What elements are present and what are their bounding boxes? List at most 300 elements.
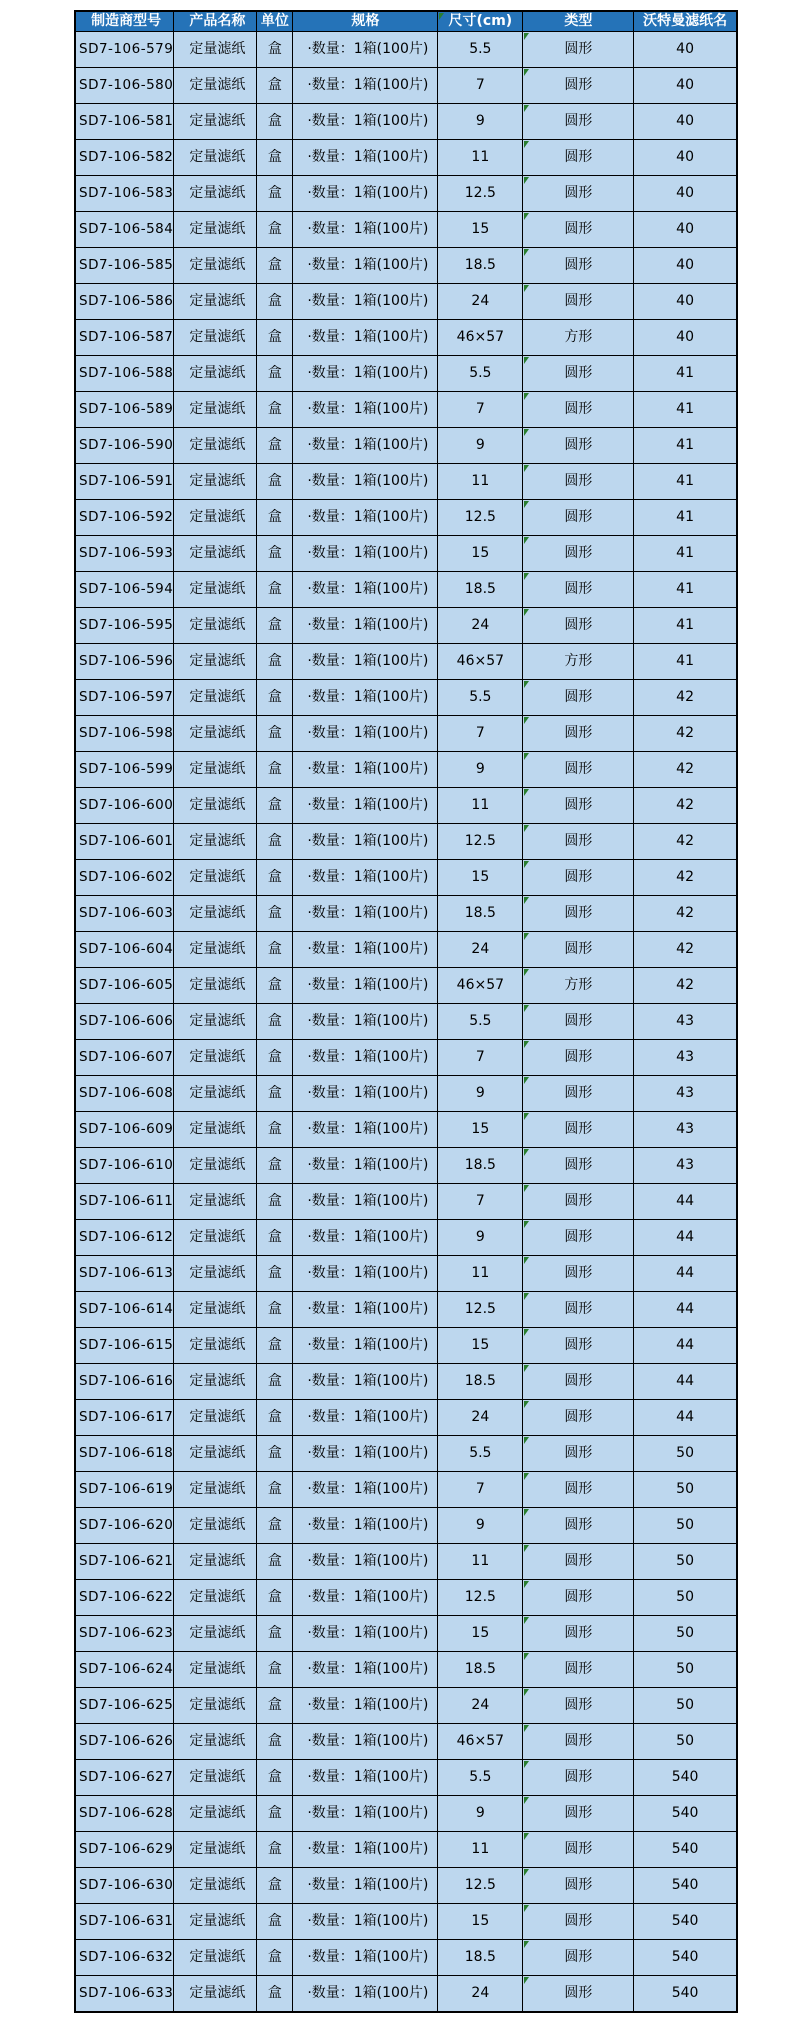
cell-product[interactable]: 定量滤纸 [174, 1580, 257, 1616]
cell-product[interactable]: 定量滤纸 [174, 716, 257, 752]
cell-product[interactable]: 定量滤纸 [174, 1400, 257, 1436]
cell-whatman[interactable]: 41 [634, 608, 737, 644]
cell-type[interactable]: 方形 [523, 968, 634, 1004]
cell-unit[interactable]: 盒 [257, 1868, 293, 1904]
cell-size[interactable]: 5.5 [438, 1004, 523, 1040]
cell-type[interactable]: 圆形 [523, 500, 634, 536]
cell-spec[interactable]: ·数量：1箱(100片) [293, 752, 438, 788]
cell-size[interactable]: 5.5 [438, 32, 523, 68]
cell-type[interactable]: 圆形 [523, 1904, 634, 1940]
cell-whatman[interactable]: 43 [634, 1148, 737, 1184]
cell-model[interactable]: SD7-106-592 [75, 500, 174, 536]
cell-type[interactable]: 圆形 [523, 32, 634, 68]
cell-unit[interactable]: 盒 [257, 140, 293, 176]
cell-product[interactable]: 定量滤纸 [174, 356, 257, 392]
cell-whatman[interactable]: 50 [634, 1652, 737, 1688]
cell-product[interactable]: 定量滤纸 [174, 1004, 257, 1040]
cell-spec[interactable]: ·数量：1箱(100片) [293, 860, 438, 896]
cell-spec[interactable]: ·数量：1箱(100片) [293, 104, 438, 140]
cell-model[interactable]: SD7-106-633 [75, 1976, 174, 2013]
cell-type[interactable]: 圆形 [523, 1940, 634, 1976]
cell-type[interactable]: 圆形 [523, 464, 634, 500]
cell-unit[interactable]: 盒 [257, 572, 293, 608]
cell-unit[interactable]: 盒 [257, 1544, 293, 1580]
cell-model[interactable]: SD7-106-611 [75, 1184, 174, 1220]
cell-type[interactable]: 圆形 [523, 1508, 634, 1544]
cell-size[interactable]: 7 [438, 1472, 523, 1508]
cell-type[interactable]: 圆形 [523, 1724, 634, 1760]
cell-whatman[interactable]: 50 [634, 1580, 737, 1616]
cell-type[interactable]: 圆形 [523, 1760, 634, 1796]
cell-product[interactable]: 定量滤纸 [174, 896, 257, 932]
cell-unit[interactable]: 盒 [257, 1976, 293, 2013]
cell-whatman[interactable]: 44 [634, 1220, 737, 1256]
cell-unit[interactable]: 盒 [257, 1220, 293, 1256]
cell-spec[interactable]: ·数量：1箱(100片) [293, 1076, 438, 1112]
cell-spec[interactable]: ·数量：1箱(100片) [293, 284, 438, 320]
cell-type[interactable]: 方形 [523, 320, 634, 356]
cell-product[interactable]: 定量滤纸 [174, 1940, 257, 1976]
cell-unit[interactable]: 盒 [257, 788, 293, 824]
col-header-whatman-name[interactable]: 沃特曼滤纸名 [634, 11, 737, 32]
cell-whatman[interactable]: 42 [634, 752, 737, 788]
cell-product[interactable]: 定量滤纸 [174, 68, 257, 104]
cell-spec[interactable]: ·数量：1箱(100片) [293, 1004, 438, 1040]
cell-spec[interactable]: ·数量：1箱(100片) [293, 1400, 438, 1436]
cell-model[interactable]: SD7-106-590 [75, 428, 174, 464]
cell-model[interactable]: SD7-106-609 [75, 1112, 174, 1148]
cell-product[interactable]: 定量滤纸 [174, 752, 257, 788]
cell-whatman[interactable]: 44 [634, 1184, 737, 1220]
cell-product[interactable]: 定量滤纸 [174, 1292, 257, 1328]
cell-model[interactable]: SD7-106-619 [75, 1472, 174, 1508]
cell-whatman[interactable]: 540 [634, 1940, 737, 1976]
cell-unit[interactable]: 盒 [257, 212, 293, 248]
cell-type[interactable]: 圆形 [523, 1580, 634, 1616]
cell-product[interactable]: 定量滤纸 [174, 1076, 257, 1112]
cell-type[interactable]: 圆形 [523, 140, 634, 176]
cell-size[interactable]: 9 [438, 104, 523, 140]
cell-unit[interactable]: 盒 [257, 1652, 293, 1688]
cell-type[interactable]: 圆形 [523, 1544, 634, 1580]
cell-model[interactable]: SD7-106-622 [75, 1580, 174, 1616]
cell-size[interactable]: 12.5 [438, 500, 523, 536]
cell-whatman[interactable]: 41 [634, 428, 737, 464]
cell-unit[interactable]: 盒 [257, 356, 293, 392]
cell-type[interactable]: 圆形 [523, 1292, 634, 1328]
cell-unit[interactable]: 盒 [257, 1148, 293, 1184]
cell-model[interactable]: SD7-106-623 [75, 1616, 174, 1652]
cell-product[interactable]: 定量滤纸 [174, 140, 257, 176]
cell-size[interactable]: 18.5 [438, 1940, 523, 1976]
cell-product[interactable]: 定量滤纸 [174, 1544, 257, 1580]
cell-model[interactable]: SD7-106-582 [75, 140, 174, 176]
cell-product[interactable]: 定量滤纸 [174, 1148, 257, 1184]
cell-spec[interactable]: ·数量：1箱(100片) [293, 536, 438, 572]
cell-product[interactable]: 定量滤纸 [174, 1724, 257, 1760]
cell-size[interactable]: 18.5 [438, 1364, 523, 1400]
cell-product[interactable]: 定量滤纸 [174, 572, 257, 608]
cell-unit[interactable]: 盒 [257, 104, 293, 140]
cell-spec[interactable]: ·数量：1箱(100片) [293, 1724, 438, 1760]
cell-unit[interactable]: 盒 [257, 500, 293, 536]
cell-model[interactable]: SD7-106-601 [75, 824, 174, 860]
cell-spec[interactable]: ·数量：1箱(100片) [293, 176, 438, 212]
cell-model[interactable]: SD7-106-620 [75, 1508, 174, 1544]
cell-whatman[interactable]: 43 [634, 1004, 737, 1040]
cell-size[interactable]: 5.5 [438, 1760, 523, 1796]
cell-model[interactable]: SD7-106-604 [75, 932, 174, 968]
cell-spec[interactable]: ·数量：1箱(100片) [293, 1760, 438, 1796]
cell-model[interactable]: SD7-106-602 [75, 860, 174, 896]
cell-size[interactable]: 46×57 [438, 968, 523, 1004]
cell-model[interactable]: SD7-106-583 [75, 176, 174, 212]
cell-model[interactable]: SD7-106-613 [75, 1256, 174, 1292]
cell-model[interactable]: SD7-106-596 [75, 644, 174, 680]
cell-spec[interactable]: ·数量：1箱(100片) [293, 1472, 438, 1508]
cell-whatman[interactable]: 41 [634, 536, 737, 572]
cell-size[interactable]: 9 [438, 428, 523, 464]
cell-whatman[interactable]: 41 [634, 500, 737, 536]
cell-whatman[interactable]: 44 [634, 1292, 737, 1328]
cell-type[interactable]: 圆形 [523, 1076, 634, 1112]
cell-spec[interactable]: ·数量：1箱(100片) [293, 1796, 438, 1832]
cell-unit[interactable]: 盒 [257, 608, 293, 644]
cell-spec[interactable]: ·数量：1箱(100片) [293, 680, 438, 716]
cell-model[interactable]: SD7-106-625 [75, 1688, 174, 1724]
cell-model[interactable]: SD7-106-580 [75, 68, 174, 104]
cell-size[interactable]: 11 [438, 1544, 523, 1580]
cell-size[interactable]: 18.5 [438, 248, 523, 284]
cell-unit[interactable]: 盒 [257, 1076, 293, 1112]
cell-size[interactable]: 7 [438, 68, 523, 104]
cell-model[interactable]: SD7-106-579 [75, 32, 174, 68]
cell-spec[interactable]: ·数量：1箱(100片) [293, 1436, 438, 1472]
cell-unit[interactable]: 盒 [257, 1184, 293, 1220]
cell-model[interactable]: SD7-106-599 [75, 752, 174, 788]
cell-size[interactable]: 5.5 [438, 680, 523, 716]
cell-unit[interactable]: 盒 [257, 392, 293, 428]
cell-whatman[interactable]: 41 [634, 464, 737, 500]
col-header-product-name[interactable]: 产品名称 [174, 11, 257, 32]
col-header-size-cm[interactable] [438, 11, 523, 32]
cell-spec[interactable]: ·数量：1箱(100片) [293, 896, 438, 932]
cell-size[interactable]: 11 [438, 1832, 523, 1868]
cell-type[interactable]: 圆形 [523, 284, 634, 320]
cell-type[interactable]: 圆形 [523, 1148, 634, 1184]
cell-size[interactable]: 9 [438, 1796, 523, 1832]
cell-size[interactable]: 24 [438, 1688, 523, 1724]
cell-whatman[interactable]: 43 [634, 1040, 737, 1076]
cell-size[interactable]: 15 [438, 212, 523, 248]
cell-unit[interactable]: 盒 [257, 968, 293, 1004]
cell-product[interactable]: 定量滤纸 [174, 1112, 257, 1148]
cell-spec[interactable]: ·数量：1箱(100片) [293, 1292, 438, 1328]
cell-type[interactable]: 圆形 [523, 1004, 634, 1040]
cell-unit[interactable]: 盒 [257, 248, 293, 284]
cell-size[interactable]: 12.5 [438, 1868, 523, 1904]
cell-type[interactable]: 圆形 [523, 1868, 634, 1904]
cell-spec[interactable]: ·数量：1箱(100片) [293, 356, 438, 392]
cell-size[interactable]: 12.5 [438, 176, 523, 212]
cell-spec[interactable]: ·数量：1箱(100片) [293, 644, 438, 680]
cell-product[interactable]: 定量滤纸 [174, 1832, 257, 1868]
cell-unit[interactable]: 盒 [257, 860, 293, 896]
cell-type[interactable]: 圆形 [523, 608, 634, 644]
cell-whatman[interactable]: 50 [634, 1544, 737, 1580]
cell-unit[interactable]: 盒 [257, 932, 293, 968]
cell-whatman[interactable]: 44 [634, 1400, 737, 1436]
cell-product[interactable]: 定量滤纸 [174, 1256, 257, 1292]
cell-whatman[interactable]: 540 [634, 1832, 737, 1868]
cell-product[interactable]: 定量滤纸 [174, 1508, 257, 1544]
cell-product[interactable]: 定量滤纸 [174, 1364, 257, 1400]
cell-unit[interactable]: 盒 [257, 896, 293, 932]
cell-size[interactable]: 11 [438, 140, 523, 176]
cell-type[interactable]: 圆形 [523, 392, 634, 428]
cell-size[interactable]: 15 [438, 1616, 523, 1652]
cell-unit[interactable]: 盒 [257, 1616, 293, 1652]
cell-spec[interactable]: ·数量：1箱(100片) [293, 1904, 438, 1940]
cell-whatman[interactable]: 50 [634, 1436, 737, 1472]
cell-product[interactable]: 定量滤纸 [174, 644, 257, 680]
cell-model[interactable]: SD7-106-629 [75, 1832, 174, 1868]
cell-model[interactable]: SD7-106-595 [75, 608, 174, 644]
cell-whatman[interactable]: 40 [634, 284, 737, 320]
cell-size[interactable]: 18.5 [438, 572, 523, 608]
cell-model[interactable]: SD7-106-598 [75, 716, 174, 752]
cell-whatman[interactable]: 41 [634, 356, 737, 392]
cell-spec[interactable]: ·数量：1箱(100片) [293, 1148, 438, 1184]
cell-spec[interactable]: ·数量：1箱(100片) [293, 824, 438, 860]
cell-model[interactable]: SD7-106-597 [75, 680, 174, 716]
cell-spec[interactable]: ·数量：1箱(100片) [293, 1040, 438, 1076]
cell-unit[interactable]: 盒 [257, 1580, 293, 1616]
cell-type[interactable]: 圆形 [523, 752, 634, 788]
cell-whatman[interactable]: 50 [634, 1724, 737, 1760]
cell-type[interactable]: 方形 [523, 644, 634, 680]
cell-whatman[interactable]: 40 [634, 32, 737, 68]
cell-size[interactable]: 24 [438, 1400, 523, 1436]
cell-product[interactable]: 定量滤纸 [174, 464, 257, 500]
cell-type[interactable]: 圆形 [523, 1472, 634, 1508]
cell-unit[interactable]: 盒 [257, 1292, 293, 1328]
cell-model[interactable]: SD7-106-606 [75, 1004, 174, 1040]
cell-spec[interactable]: ·数量：1箱(100片) [293, 1616, 438, 1652]
cell-whatman[interactable]: 50 [634, 1616, 737, 1652]
cell-whatman[interactable]: 540 [634, 1976, 737, 2013]
cell-spec[interactable]: ·数量：1箱(100片) [293, 716, 438, 752]
cell-model[interactable]: SD7-106-617 [75, 1400, 174, 1436]
cell-size[interactable]: 9 [438, 1220, 523, 1256]
cell-size[interactable]: 7 [438, 716, 523, 752]
cell-size[interactable]: 5.5 [438, 1436, 523, 1472]
cell-whatman[interactable]: 540 [634, 1760, 737, 1796]
cell-whatman[interactable]: 50 [634, 1508, 737, 1544]
cell-unit[interactable]: 盒 [257, 1796, 293, 1832]
cell-spec[interactable]: ·数量：1箱(100片) [293, 68, 438, 104]
cell-model[interactable]: SD7-106-584 [75, 212, 174, 248]
cell-product[interactable]: 定量滤纸 [174, 608, 257, 644]
cell-unit[interactable]: 盒 [257, 1508, 293, 1544]
cell-model[interactable]: SD7-106-624 [75, 1652, 174, 1688]
cell-size[interactable]: 11 [438, 788, 523, 824]
cell-spec[interactable]: ·数量：1箱(100片) [293, 1184, 438, 1220]
cell-size[interactable]: 5.5 [438, 356, 523, 392]
cell-product[interactable]: 定量滤纸 [174, 1652, 257, 1688]
cell-product[interactable]: 定量滤纸 [174, 1760, 257, 1796]
cell-spec[interactable]: ·数量：1箱(100片) [293, 968, 438, 1004]
cell-type[interactable]: 圆形 [523, 1616, 634, 1652]
cell-model[interactable]: SD7-106-586 [75, 284, 174, 320]
cell-unit[interactable]: 盒 [257, 716, 293, 752]
cell-type[interactable]: 圆形 [523, 1040, 634, 1076]
cell-whatman[interactable]: 43 [634, 1112, 737, 1148]
cell-model[interactable]: SD7-106-605 [75, 968, 174, 1004]
cell-type[interactable]: 圆形 [523, 536, 634, 572]
cell-unit[interactable]: 盒 [257, 1904, 293, 1940]
cell-size[interactable]: 18.5 [438, 1148, 523, 1184]
cell-spec[interactable]: ·数量：1箱(100片) [293, 1940, 438, 1976]
cell-spec[interactable]: ·数量：1箱(100片) [293, 1508, 438, 1544]
cell-type[interactable]: 圆形 [523, 1256, 634, 1292]
cell-whatman[interactable]: 44 [634, 1256, 737, 1292]
cell-model[interactable]: SD7-106-632 [75, 1940, 174, 1976]
cell-size[interactable]: 12.5 [438, 1580, 523, 1616]
cell-spec[interactable]: ·数量：1箱(100片) [293, 608, 438, 644]
cell-product[interactable]: 定量滤纸 [174, 1436, 257, 1472]
cell-unit[interactable]: 盒 [257, 1112, 293, 1148]
cell-type[interactable]: 圆形 [523, 1832, 634, 1868]
cell-size[interactable]: 11 [438, 1256, 523, 1292]
cell-type[interactable]: 圆形 [523, 896, 634, 932]
cell-whatman[interactable]: 42 [634, 716, 737, 752]
cell-size[interactable]: 46×57 [438, 320, 523, 356]
cell-spec[interactable]: ·数量：1箱(100片) [293, 932, 438, 968]
cell-size[interactable]: 11 [438, 464, 523, 500]
cell-spec[interactable]: ·数量：1箱(100片) [293, 500, 438, 536]
cell-size[interactable]: 24 [438, 284, 523, 320]
cell-size[interactable]: 7 [438, 1184, 523, 1220]
cell-type[interactable]: 圆形 [523, 716, 634, 752]
cell-spec[interactable]: ·数量：1箱(100片) [293, 788, 438, 824]
cell-whatman[interactable]: 43 [634, 1076, 737, 1112]
cell-size[interactable]: 7 [438, 1040, 523, 1076]
cell-whatman[interactable]: 42 [634, 932, 737, 968]
cell-product[interactable]: 定量滤纸 [174, 104, 257, 140]
cell-spec[interactable]: ·数量：1箱(100片) [293, 1256, 438, 1292]
cell-product[interactable]: 定量滤纸 [174, 392, 257, 428]
cell-whatman[interactable]: 50 [634, 1688, 737, 1724]
cell-unit[interactable]: 盒 [257, 1328, 293, 1364]
cell-whatman[interactable]: 40 [634, 212, 737, 248]
cell-product[interactable]: 定量滤纸 [174, 176, 257, 212]
cell-product[interactable]: 定量滤纸 [174, 1868, 257, 1904]
cell-unit[interactable]: 盒 [257, 1400, 293, 1436]
cell-type[interactable]: 圆形 [523, 1220, 634, 1256]
cell-whatman[interactable]: 42 [634, 824, 737, 860]
col-header-manufacturer-model[interactable]: 制造商型号 [75, 11, 174, 32]
cell-unit[interactable]: 盒 [257, 284, 293, 320]
cell-product[interactable]: 定量滤纸 [174, 1472, 257, 1508]
cell-spec[interactable]: ·数量：1箱(100片) [293, 248, 438, 284]
cell-whatman[interactable]: 42 [634, 788, 737, 824]
cell-type[interactable]: 圆形 [523, 860, 634, 896]
cell-spec[interactable]: ·数量：1箱(100片) [293, 1832, 438, 1868]
cell-model[interactable]: SD7-106-626 [75, 1724, 174, 1760]
cell-spec[interactable]: ·数量：1箱(100片) [293, 320, 438, 356]
cell-whatman[interactable]: 40 [634, 104, 737, 140]
cell-spec[interactable]: ·数量：1箱(100片) [293, 1688, 438, 1724]
cell-unit[interactable]: 盒 [257, 1724, 293, 1760]
cell-model[interactable]: SD7-106-615 [75, 1328, 174, 1364]
cell-whatman[interactable]: 50 [634, 1472, 737, 1508]
cell-unit[interactable]: 盒 [257, 1436, 293, 1472]
cell-type[interactable]: 圆形 [523, 932, 634, 968]
cell-whatman[interactable]: 44 [634, 1364, 737, 1400]
cell-product[interactable]: 定量滤纸 [174, 788, 257, 824]
cell-model[interactable]: SD7-106-621 [75, 1544, 174, 1580]
cell-type[interactable]: 圆形 [523, 572, 634, 608]
cell-product[interactable]: 定量滤纸 [174, 500, 257, 536]
cell-product[interactable]: 定量滤纸 [174, 1976, 257, 2013]
cell-unit[interactable]: 盒 [257, 32, 293, 68]
cell-product[interactable]: 定量滤纸 [174, 1040, 257, 1076]
cell-product[interactable]: 定量滤纸 [174, 860, 257, 896]
cell-spec[interactable]: ·数量：1箱(100片) [293, 1652, 438, 1688]
cell-product[interactable]: 定量滤纸 [174, 1184, 257, 1220]
cell-unit[interactable]: 盒 [257, 1256, 293, 1292]
cell-product[interactable]: 定量滤纸 [174, 1220, 257, 1256]
cell-spec[interactable]: ·数量：1箱(100片) [293, 1580, 438, 1616]
cell-size[interactable]: 9 [438, 1076, 523, 1112]
cell-product[interactable]: 定量滤纸 [174, 320, 257, 356]
cell-whatman[interactable]: 41 [634, 392, 737, 428]
cell-size[interactable]: 9 [438, 752, 523, 788]
cell-type[interactable]: 圆形 [523, 428, 634, 464]
cell-model[interactable]: SD7-106-585 [75, 248, 174, 284]
cell-whatman[interactable]: 41 [634, 572, 737, 608]
cell-whatman[interactable]: 42 [634, 896, 737, 932]
cell-type[interactable]: 圆形 [523, 248, 634, 284]
cell-type[interactable]: 圆形 [523, 1184, 634, 1220]
cell-size[interactable]: 12.5 [438, 1292, 523, 1328]
cell-product[interactable]: 定量滤纸 [174, 932, 257, 968]
cell-spec[interactable]: ·数量：1箱(100片) [293, 32, 438, 68]
cell-product[interactable]: 定量滤纸 [174, 428, 257, 464]
cell-unit[interactable]: 盒 [257, 1004, 293, 1040]
cell-model[interactable]: SD7-106-594 [75, 572, 174, 608]
cell-spec[interactable]: ·数量：1箱(100片) [293, 1112, 438, 1148]
cell-spec[interactable]: ·数量：1箱(100片) [293, 1328, 438, 1364]
cell-size[interactable]: 15 [438, 1112, 523, 1148]
cell-unit[interactable]: 盒 [257, 1760, 293, 1796]
col-header-specification[interactable]: 规格 [293, 11, 438, 32]
cell-type[interactable]: 圆形 [523, 824, 634, 860]
cell-whatman[interactable]: 40 [634, 68, 737, 104]
cell-unit[interactable]: 盒 [257, 320, 293, 356]
cell-type[interactable]: 圆形 [523, 104, 634, 140]
cell-model[interactable]: SD7-106-612 [75, 1220, 174, 1256]
cell-type[interactable]: 圆形 [523, 1976, 634, 2013]
cell-spec[interactable]: ·数量：1箱(100片) [293, 428, 438, 464]
cell-product[interactable]: 定量滤纸 [174, 824, 257, 860]
cell-spec[interactable]: ·数量：1箱(100片) [293, 464, 438, 500]
cell-type[interactable]: 圆形 [523, 1400, 634, 1436]
cell-model[interactable]: SD7-106-630 [75, 1868, 174, 1904]
cell-model[interactable]: SD7-106-593 [75, 536, 174, 572]
cell-model[interactable]: SD7-106-589 [75, 392, 174, 428]
